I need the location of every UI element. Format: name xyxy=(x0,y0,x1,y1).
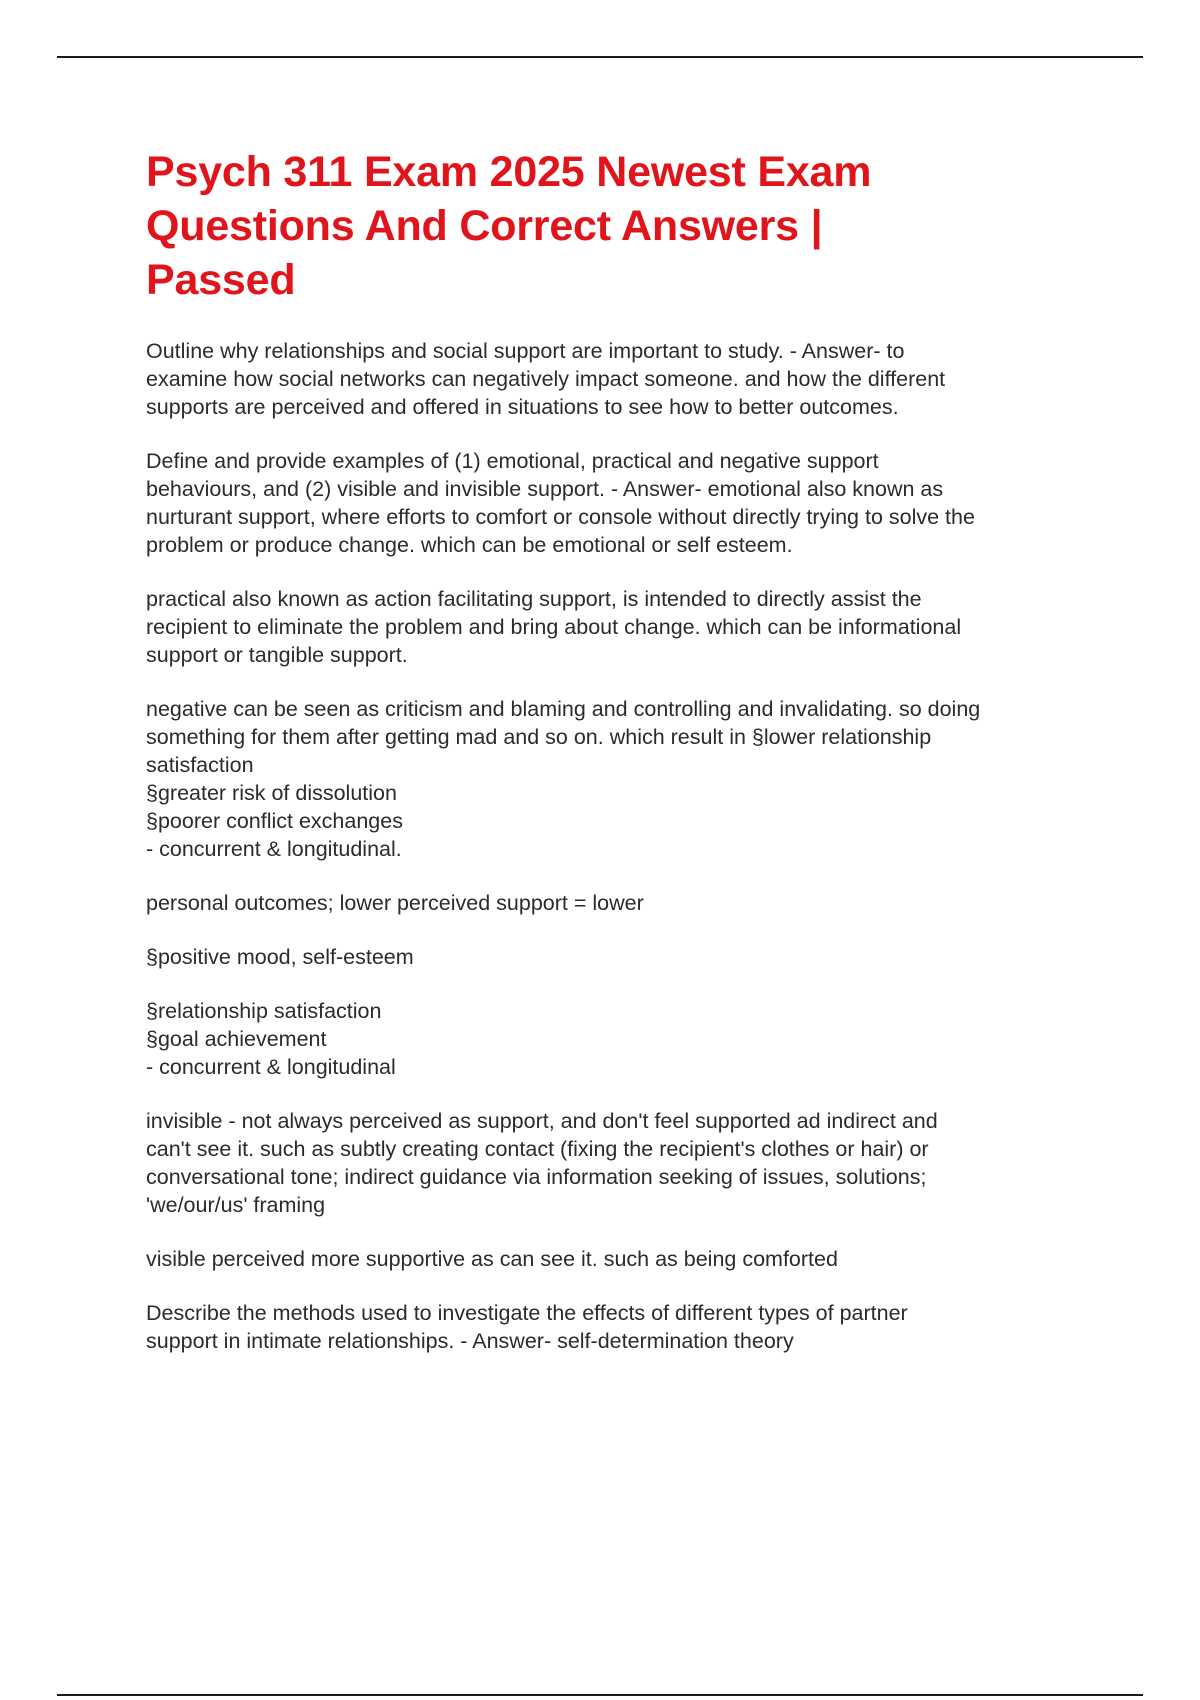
title-line: Psych 311 Exam 2025 Newest Exam xyxy=(146,148,872,196)
bottom-rule xyxy=(57,1694,1143,1696)
text-line: 'we/our/us' framing xyxy=(146,1193,326,1217)
text-line: §goal achievement xyxy=(146,1027,327,1051)
text-line: negative can be seen as criticism and blaming and controlling and invalidating. so doing xyxy=(146,697,981,721)
paragraph-personal-outcomes xyxy=(146,889,1086,917)
text-line: examine how social networks can negatively impact someone. and how the different xyxy=(146,367,946,391)
text-line: problem or produce change. which can be emotional or self esteem. xyxy=(146,533,793,557)
paragraph-methods xyxy=(146,1299,1086,1355)
text-line: visible perceived more supportive as can see it. such as being comforted xyxy=(146,1247,838,1271)
text-line: personal outcomes; lower perceived support = lower xyxy=(146,891,644,915)
paragraph-relationship-satisfaction xyxy=(146,997,1086,1081)
text-line: support in intimate relationships. - Answer- self-determination theory xyxy=(146,1329,794,1353)
text-line: invisible - not always perceived as support, and don't feel supported ad indirect and xyxy=(146,1109,938,1133)
paragraph-negative-support xyxy=(146,695,1086,863)
paragraph-practical-support xyxy=(146,585,1086,669)
document-body xyxy=(146,145,1086,1381)
paragraph-positive-mood xyxy=(146,943,1086,971)
text-line: nurturant support, where efforts to comfort or console without directly trying to solve the xyxy=(146,505,975,529)
paragraph-why-study xyxy=(146,337,1086,421)
title-line: Questions And Correct Answers | xyxy=(146,202,823,250)
text-line: practical also known as action facilitating support, is intended to directly assist the xyxy=(146,587,922,611)
title-line: Passed xyxy=(146,256,296,304)
text-line: - concurrent & longitudinal xyxy=(146,1055,396,1079)
text-line: satisfaction xyxy=(146,753,254,777)
text-line: Outline why relationships and social support are important to study. - Answer- to xyxy=(146,339,905,363)
text-line: something for them after getting mad and so on. which result in §lower relationship xyxy=(146,725,932,749)
text-line: §positive mood, self-esteem xyxy=(146,945,414,969)
text-line: Define and provide examples of (1) emotional, practical and negative support xyxy=(146,449,879,473)
text-line: conversational tone; indirect guidance via information seeking of issues, solutions; xyxy=(146,1165,927,1189)
text-line: behaviours, and (2) visible and invisible support. - Answer- emotional also known as xyxy=(146,477,944,501)
paragraph-define-support xyxy=(146,447,1086,559)
text-line: Describe the methods used to investigate the effects of different types of partner xyxy=(146,1301,908,1325)
text-line: - concurrent & longitudinal. xyxy=(146,837,402,861)
text-line: supports are perceived and offered in situations to see how to better outcomes. xyxy=(146,395,899,419)
text-line: support or tangible support. xyxy=(146,643,408,667)
text-line: recipient to eliminate the problem and bring about change. which can be informational xyxy=(146,615,962,639)
document-title xyxy=(146,145,1086,307)
paragraph-invisible-support xyxy=(146,1107,1086,1219)
text-line: §poorer conflict exchanges xyxy=(146,809,403,833)
text-line: §relationship satisfaction xyxy=(146,999,382,1023)
text-line: §greater risk of dissolution xyxy=(146,781,397,805)
top-rule xyxy=(57,56,1143,58)
text-line: can't see it. such as subtly creating contact (fixing the recipient's clothes or hair) or xyxy=(146,1137,929,1161)
paragraph-visible-support xyxy=(146,1245,1086,1273)
